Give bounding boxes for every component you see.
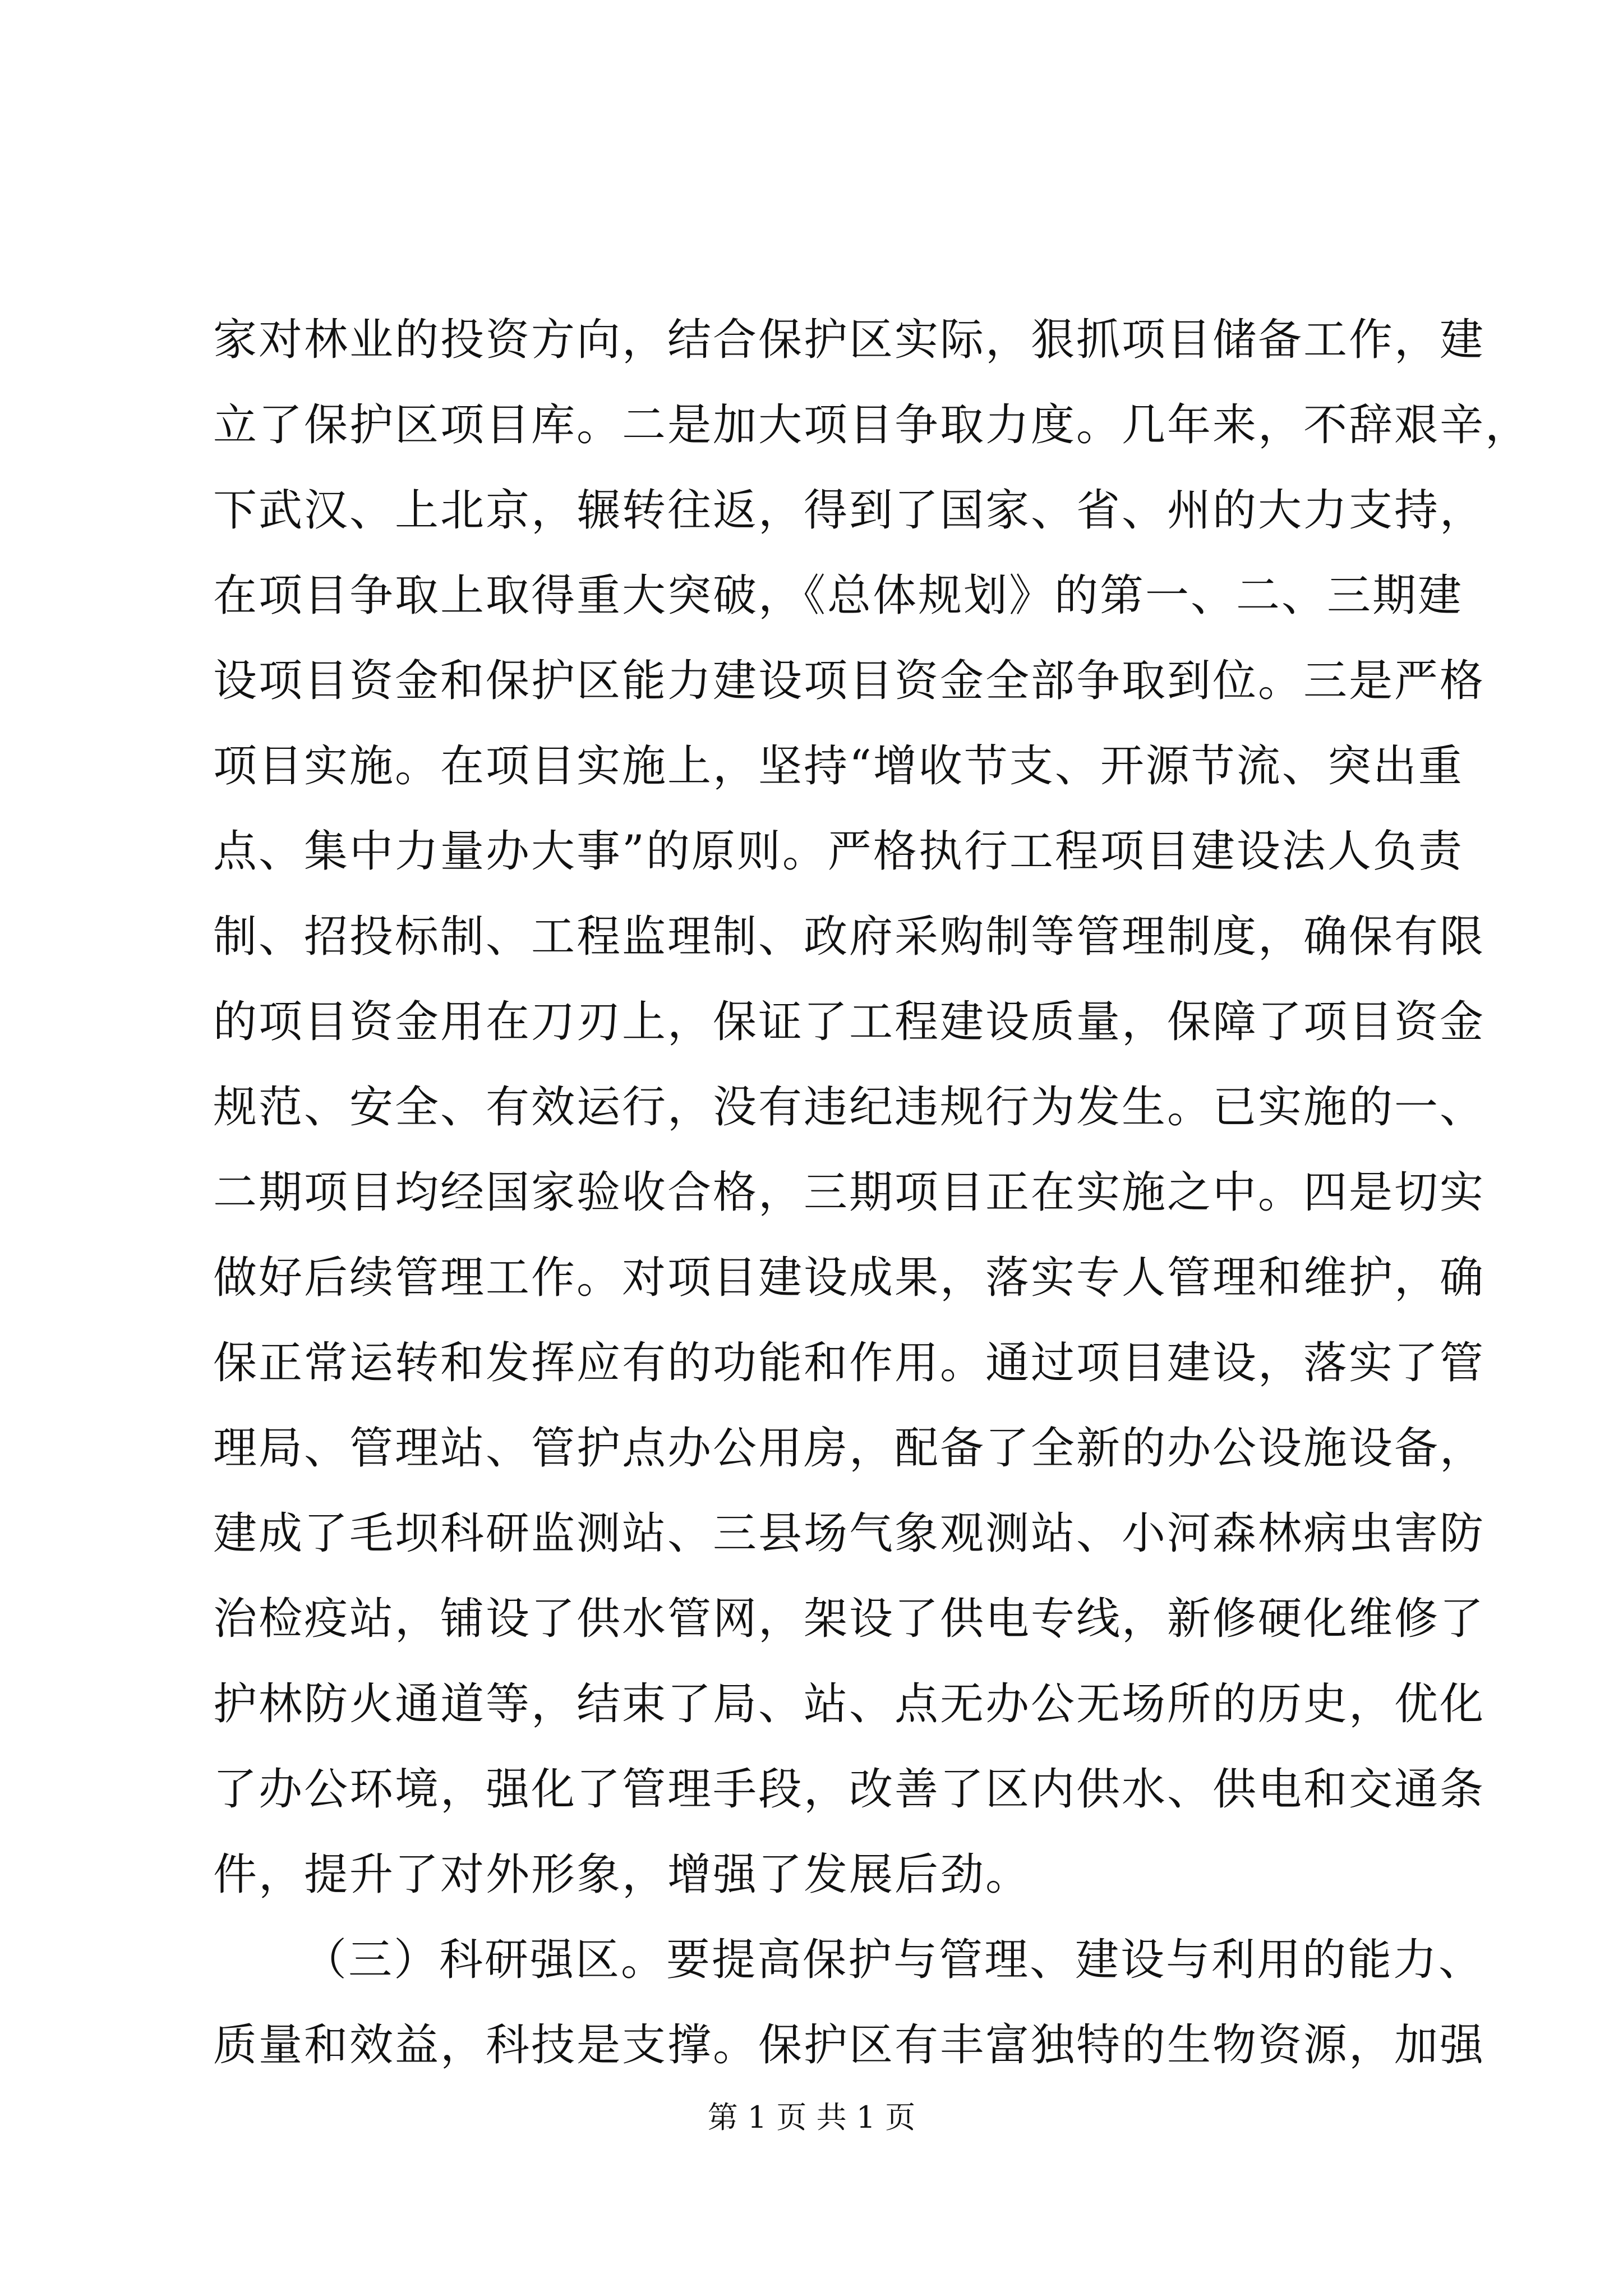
body-text <box>213 297 1531 2088</box>
text-line: 在项目争取上取得重大突破，《总体规划》的第一、二、三期建 <box>213 570 1464 621</box>
text-line: 治检疫站，铺设了供水管网，架设了供电专线，新修硬化维修了 <box>213 1594 1486 1644</box>
text-line: 立了保护区项目库。二是加大项目争取力度。几年来，不辞艰辛， <box>213 400 1531 450</box>
text-line: 了办公环境，强化了管理手段，改善了区内供水、供电和交通条 <box>213 1764 1486 1815</box>
text-line: 家对林业的投资方向，结合保护区实际，狠抓项目储备工作，建 <box>213 315 1486 365</box>
text-line: 建成了毛坝科研监测站、三县场气象观测站、小河森林病虫害防 <box>213 1508 1486 1559</box>
text-line: 理局、管理站、管护点办公用房，配备了全新的办公设施设备， <box>213 1423 1486 1474</box>
text-line: 护林防火通道等，结束了局、站、点无办公无场所的历史，优化 <box>213 1679 1486 1729</box>
text-line: 下武汉、上北京，辗转往返，得到了国家、省、州的大力支持， <box>213 485 1486 536</box>
text-line: 质量和效益，科技是支撑。保护区有丰富独特的生物资源，加强 <box>213 2020 1486 2070</box>
text-line: 的项目资金用在刀刃上，保证了工程建设质量，保障了项目资金 <box>213 997 1486 1047</box>
text-line: 点、集中力量办大事”的原则。严格执行工程项目建设法人负责 <box>213 826 1464 877</box>
text-line: 项目实施。在项目实施上，坚持“增收节支、开源节流、突出重 <box>213 741 1464 792</box>
text-line: 规范、安全、有效运行，没有违纪违规行为发生。已实施的一、 <box>213 1082 1486 1133</box>
text-line: 二期项目均经国家验收合格，三期项目正在实施之中。四是切实 <box>213 1167 1486 1218</box>
section-heading-line: （三）科研强区。要提高保护与管理、建设与利用的能力、 <box>303 1935 1484 1985</box>
text-line: 保正常运转和发挥应有的功能和作用。通过项目建设，落实了管 <box>213 1338 1486 1388</box>
page-footer: 第 1 页 共 1 页 <box>707 2100 916 2135</box>
text-line: 做好后续管理工作。对项目建设成果，落实专人管理和维护，确 <box>213 1253 1486 1303</box>
text-line: 件，提升了对外形象，增强了发展后劲。 <box>213 1849 1031 1900</box>
text-line: 制、招投标制、工程监理制、政府采购制等管理制度，确保有限 <box>213 912 1486 962</box>
text-line: 设项目资金和保护区能力建设项目资金全部争取到位。三是严格 <box>213 656 1486 706</box>
